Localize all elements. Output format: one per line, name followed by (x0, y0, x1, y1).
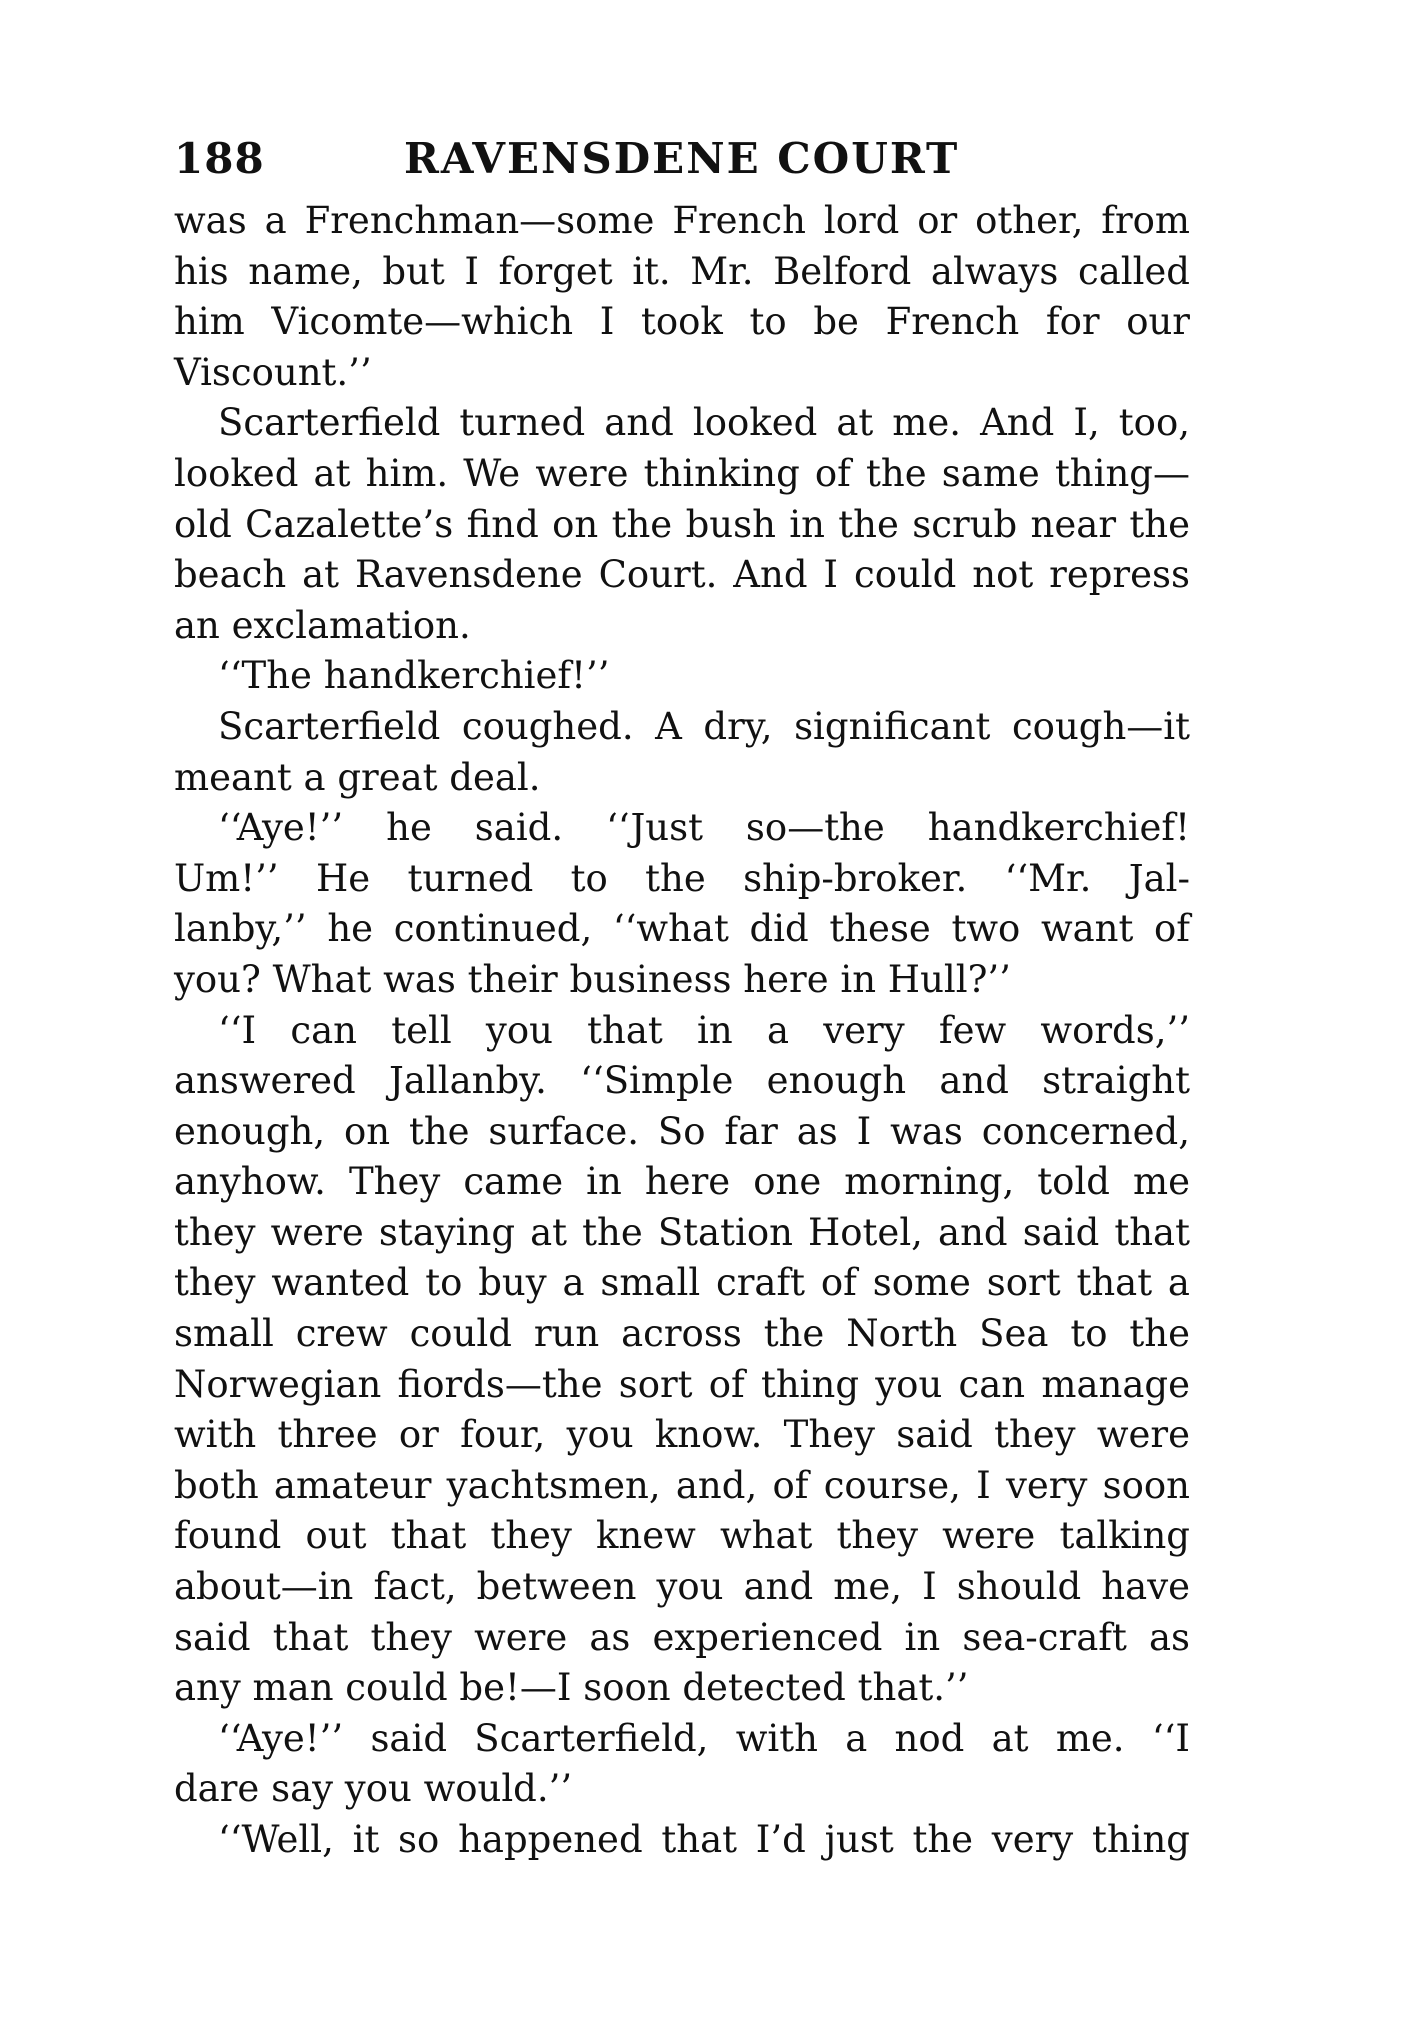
text-line: any man could be!—I soon detected that.’’ (174, 1666, 969, 1710)
text-line: Norwegian fiords—the sort of thing you can manage (174, 1362, 1190, 1406)
text-line: found out that they knew what they were talking (174, 1514, 1190, 1558)
text-line: they wanted to buy a small craft of some sort that a (174, 1261, 1190, 1305)
text-line: they were staying at the Station Hotel, and said that (174, 1210, 1190, 1254)
text-line: his name, but I forget it. Mr. Belford always called (174, 249, 1190, 293)
body-text (174, 196, 1190, 1866)
text-line: enough, on the surface. So far as I was concerned, (174, 1109, 1190, 1153)
text-line: small crew could run across the North Sea to the (174, 1312, 1190, 1356)
text-line: with three or four, you know. They said they were (174, 1413, 1190, 1457)
text-line: him Vicomte—which I took to be French for our (174, 300, 1190, 344)
text-line: an exclamation. (174, 603, 471, 647)
text-line: was a Frenchman—some French lord or other, from (174, 199, 1190, 242)
text-line: beach at Ravensdene Court. And I could not repress (174, 553, 1190, 597)
page-number: 188 (174, 134, 265, 183)
text-line: both amateur yachtsmen, and, of course, I very soon (174, 1463, 1190, 1507)
text-line: about—in fact, between you and me, I should have (174, 1565, 1190, 1609)
text-line: Scarterfield coughed. A dry, significant cough—it (218, 704, 1190, 748)
page-header (174, 134, 1190, 194)
text-line: ‘‘Aye!’’ said Scarterfield, with a nod at me. ‘‘I (218, 1716, 1190, 1760)
text-line: you? What was their business here in Hull?’’ (174, 957, 1011, 1001)
running-head: RAVENSDENE COURT (404, 134, 960, 183)
text-line: anyhow. They came in here one morning, told me (174, 1160, 1190, 1204)
text-line: said that they were as experienced in sea-craft as (174, 1615, 1190, 1659)
text-line: ‘‘The handkerchief!’’ (218, 654, 610, 698)
text-line: dare say you would.’’ (174, 1767, 573, 1811)
text-line: Viscount.’’ (174, 350, 372, 394)
text-line: old Cazalette’s find on the bush in the scrub near the (174, 502, 1190, 546)
text-line: ‘‘Aye!’’ he said. ‘‘Just so—the handkerchief! (218, 806, 1190, 850)
text-line: ‘‘I can tell you that in a very few words,’’ (218, 1008, 1190, 1052)
text-line: ‘‘Well, it so happened that I’d just the very thing (218, 1818, 1190, 1861)
text-line: lanby,’’ he continued, ‘‘what did these two want of (174, 907, 1190, 951)
text-line: Um!’’ He turned to the ship-broker. ‘‘Mr. Jal- (174, 856, 1190, 900)
text-line: meant a great deal. (174, 755, 541, 799)
text-line: Scarterfield turned and looked at me. And I, too, (218, 401, 1190, 445)
text-line: looked at him. We were thinking of the same thing— (174, 451, 1190, 495)
text-line: answered Jallanby. ‘‘Simple enough and straight (174, 1059, 1190, 1103)
